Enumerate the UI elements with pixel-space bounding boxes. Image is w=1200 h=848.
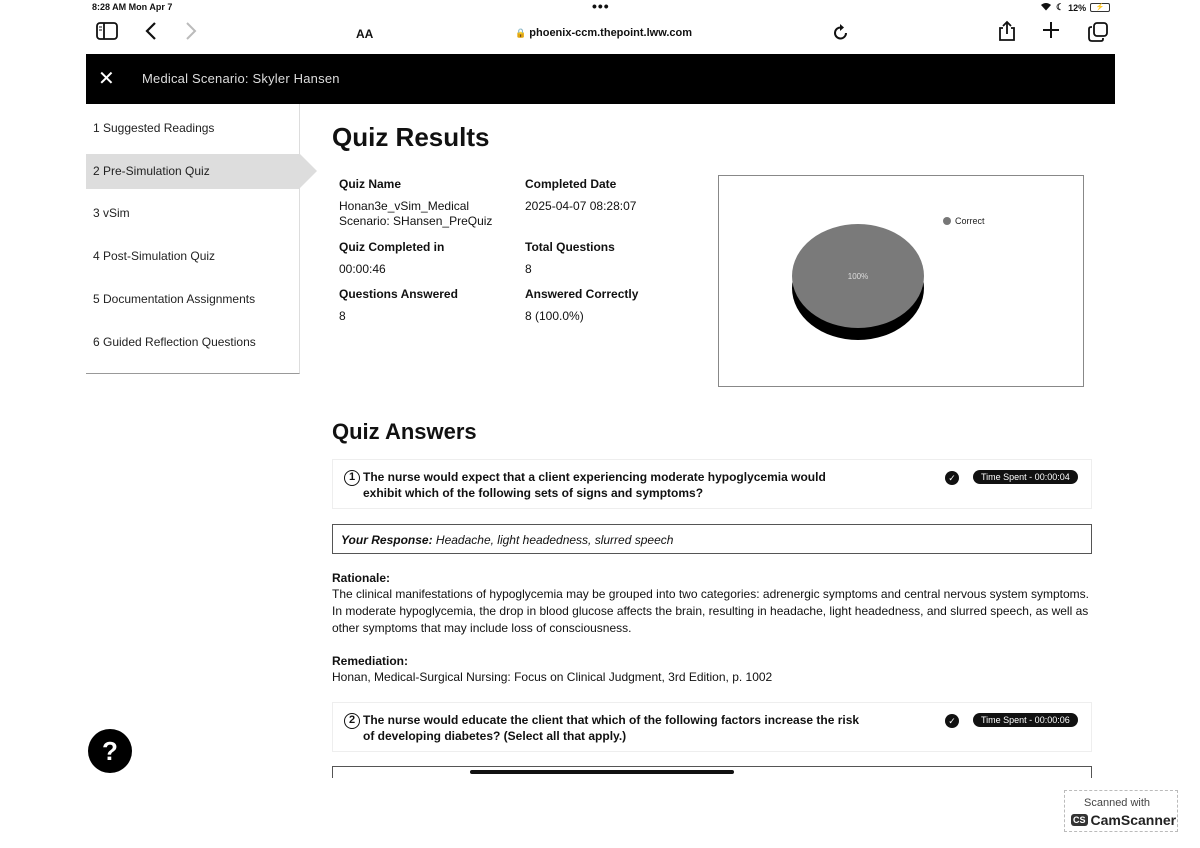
forward-icon[interactable]	[185, 21, 197, 47]
time-spent-badge: Time Spent - 00:00:06	[973, 713, 1078, 727]
share-icon[interactable]	[998, 20, 1016, 48]
home-indicator[interactable]	[470, 770, 734, 774]
lock-icon: 🔒	[515, 28, 527, 38]
correct-check-icon: ✓	[945, 714, 959, 728]
remediation-label: Remediation:	[332, 654, 409, 668]
total-questions-label: Total Questions	[525, 240, 615, 254]
sidebar-item-guided-reflection-questions[interactable]: 6 Guided Reflection Questions	[93, 335, 256, 349]
answered-correctly-label: Answered Correctly	[525, 287, 639, 301]
question-card-1[interactable]	[332, 459, 1092, 509]
app-header	[86, 54, 1115, 104]
reload-icon[interactable]	[833, 23, 849, 47]
quiz-name-label: Quiz Name	[339, 177, 402, 191]
camscanner-logo-icon: CS	[1073, 815, 1086, 825]
sidebar-item-vsim[interactable]: 3 vSim	[93, 206, 130, 220]
answered-correctly-value: 8 (100.0%)	[525, 309, 584, 323]
sidebar-item-documentation-assignments[interactable]: 5 Documentation Assignments	[93, 292, 256, 306]
scenario-title: Medical Scenario: Skyler Hansen	[142, 71, 340, 86]
time-spent-badge: Time Spent - 00:00:04	[973, 470, 1078, 484]
sidebar-toggle-icon[interactable]	[96, 22, 118, 46]
close-icon[interactable]: ✕	[98, 68, 115, 90]
status-indicators	[1040, 2, 1110, 13]
watermark-brand: CamScanner	[1090, 812, 1177, 828]
completed-in-value: 00:00:46	[339, 262, 386, 276]
quiz-answers-heading: Quiz Answers	[332, 419, 477, 444]
battery-icon: ⚡	[1090, 3, 1110, 12]
address-bar[interactable]	[515, 27, 692, 39]
quiz-results-heading: Quiz Results	[332, 122, 490, 152]
watermark-line2	[1071, 812, 1176, 828]
watermark-line1: Scanned with	[1084, 797, 1151, 809]
correct-check-icon: ✓	[945, 471, 959, 485]
rationale-label: Rationale:	[332, 571, 391, 585]
results-pie-chart	[718, 175, 1084, 387]
sidebar-nav	[86, 104, 300, 374]
total-questions-value: 8	[525, 262, 532, 276]
status-time-date: 8:28 AM Mon Apr 7	[92, 2, 173, 12]
text-size-button[interactable]: AA	[356, 27, 374, 41]
multitask-dots[interactable]: •••	[592, 0, 610, 14]
new-tab-icon[interactable]	[1042, 21, 1060, 45]
camscanner-watermark	[1064, 790, 1178, 832]
pie-slice-label: 100%	[847, 272, 869, 281]
quiz-name-value: Honan3e_vSim_Medical Scenario: SHansen_PreQuiz	[339, 199, 493, 228]
sidebar-item-post-simulation-quiz[interactable]: 4 Post-Simulation Quiz	[93, 249, 216, 263]
wifi-icon	[1040, 2, 1052, 13]
url-text: phoenix-ccm.thepoint.lww.com	[529, 27, 693, 39]
completed-date-value: 2025-04-07 08:28:07	[525, 199, 637, 213]
legend-marker	[943, 217, 951, 225]
question-text: The nurse would educate the client that which of the following factors increase the risk of developing diabetes? (Select all that apply.)	[363, 713, 860, 743]
response-label: Your Response:	[341, 533, 433, 547]
questions-answered-label: Questions Answered	[339, 287, 458, 301]
response-text: Headache, light headedness, slurred speech	[435, 533, 674, 547]
moon-icon: ☾	[1056, 2, 1065, 12]
question-number: 2	[344, 713, 360, 729]
completed-date-label: Completed Date	[525, 177, 617, 191]
tabs-overview-icon[interactable]	[1088, 22, 1108, 48]
pie-svg	[719, 176, 1085, 388]
question-card-2[interactable]	[332, 702, 1092, 752]
help-button[interactable]: ?	[88, 729, 132, 773]
sidebar-item-suggested-readings[interactable]: 1 Suggested Readings	[93, 121, 215, 135]
battery-percent: 12%	[1068, 2, 1087, 13]
remediation-text: Honan, Medical-Surgical Nursing: Focus on Clinical Judgment, 3rd Edition, p. 1002	[332, 670, 773, 684]
completed-in-label: Quiz Completed in	[339, 240, 445, 254]
legend-label-correct: Correct	[955, 216, 985, 226]
rationale-text: The clinical manifestations of hypoglycemia may be grouped into two categories: adrenergic symptoms and central nervous system symptoms. In moderate hypoglycemia, the drop in blood glucose affects the brain, resulting in headache, light headedness, and slurred speech, as well as other symptoms that may include loss of consciousness.	[332, 587, 1090, 635]
question-text: The nurse would expect that a client experiencing moderate hypoglycemia would exhibit which of the following sets of signs and symptoms?	[363, 470, 826, 500]
back-icon[interactable]	[145, 21, 157, 47]
sidebar-item-pre-simulation-quiz[interactable]: 2 Pre-Simulation Quiz	[86, 154, 300, 189]
question-number: 1	[344, 470, 360, 486]
questions-answered-value: 8	[339, 309, 346, 323]
your-response	[332, 524, 1092, 554]
